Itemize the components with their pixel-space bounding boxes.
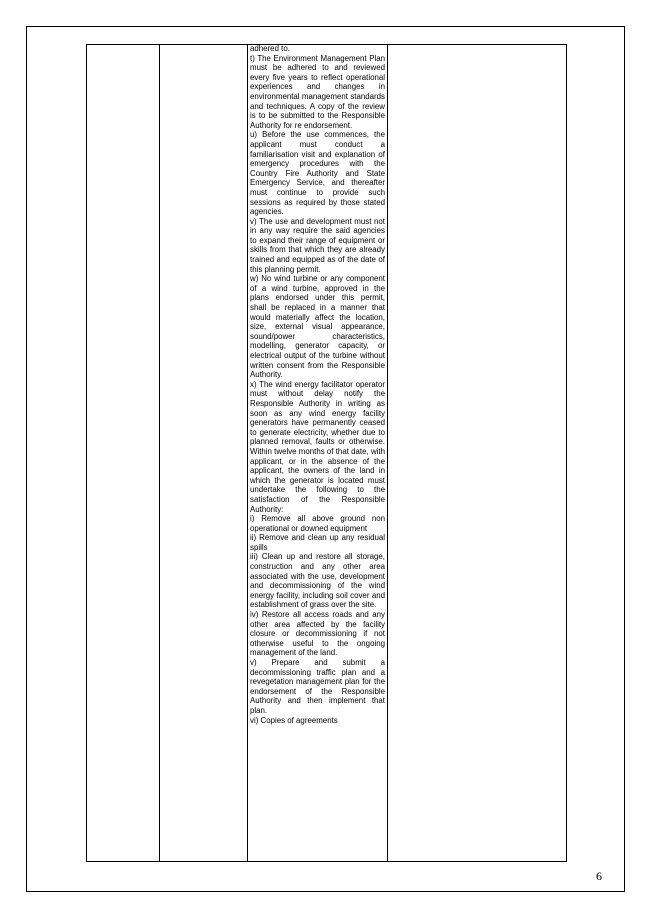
table-cell-1 bbox=[87, 45, 160, 862]
table-cell-conditions bbox=[248, 45, 388, 862]
condition-paragraph: adhered to. bbox=[250, 44, 290, 53]
condition-paragraph: vi) Copies of agreements bbox=[250, 715, 338, 725]
table-row bbox=[87, 45, 567, 862]
table-cell-4 bbox=[388, 45, 567, 862]
condition-paragraph: x) The wind energy facilitator operator must without delay notify the Responsible Authority in writing as soon as any wind energy facility generators have permanently ceased to generate electricity, whether due to planned removal, faults or otherwise. Within twelve months of that date, with applicant, or in the absence of the applicant, the owners of the land in which the generator is located must undertake the following to the satisfaction of the Responsible Authority: bbox=[250, 379, 385, 514]
condition-paragraph: iv) Restore all access roads and any other area affected by the facility closure or decommissioning if not otherwise useful to the ongoing management of the land. bbox=[250, 610, 385, 658]
page-number: 6 bbox=[596, 869, 602, 883]
condition-paragraph: ii) Remove and clean up any residual spills bbox=[250, 533, 385, 552]
conditions-table bbox=[86, 44, 567, 862]
condition-paragraph: w) No wind turbine or any component of a wind turbine, approved in the plans endorsed under this permit, shall be replaced in a manner that would materially affect the location, size, external visual appearance, sound/power characteristics, modelling, generator capacity, or electrical output of the turbine without written consent from the Responsible Authority. bbox=[250, 274, 385, 380]
condition-paragraph: v) The use and development must not in any way require the said agencies to expand their range of equipment or skills from that which they are already trained and equipped as of the date of this planning permit. bbox=[250, 216, 385, 274]
condition-paragraph: i) Remove all above ground non operational or downed equipment bbox=[250, 514, 385, 533]
condition-paragraph: iii) Clean up and restore all storage, construction and any other area associated with the use, development and decommissioning of the wind energy facility, including soil cover and establishment of grass over the site. bbox=[250, 552, 385, 610]
condition-paragraph: u) Before the use commences, the applicant must conduct a familiarisation visit and explanation of emergency procedures with the Country Fire Authority and State Emergency Service, and thereafter must continue to provide such sessions as required by those stated agencies. bbox=[250, 130, 385, 217]
table-cell-2 bbox=[160, 45, 248, 862]
conditions-text bbox=[248, 44, 387, 725]
condition-paragraph: t) The Environment Management Plan must be adhered to and reviewed every five years to reflect operational experiences and changes in environmental management standards and techniques. A copy of the review is to be submitted to the Responsible Authority for re endorsement. bbox=[250, 53, 385, 130]
condition-paragraph: v) Prepare and submit a decommissioning traffic plan and a revegetation management plan for the endorsement of the Responsible Authority and then implement that plan. bbox=[250, 658, 385, 715]
